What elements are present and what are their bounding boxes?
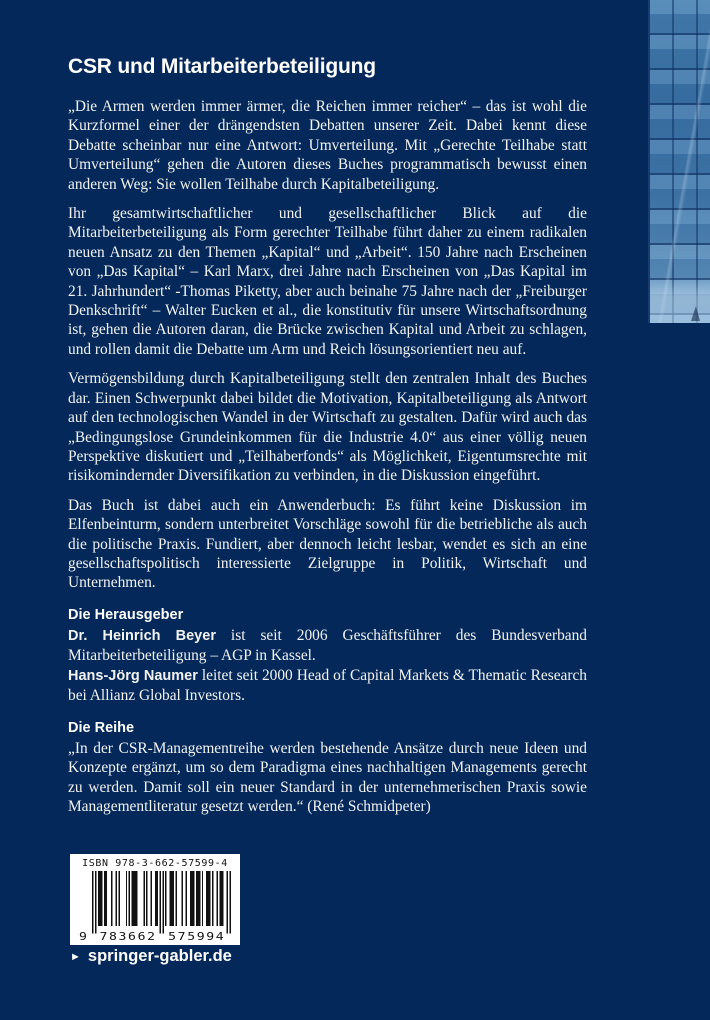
editor-description: leitet seit 2000 Head of Capital Markets & Thematic Research bei Allianz Global Investors. — [68, 666, 588, 705]
blurb-paragraph-4: Das Buch ist dabei auch ein Anwenderbuch: Es führt keine Diskussion im Elfenbeinturm, sondern unterbreitet Vorschläge sowohl für die betriebliche als auch die politische Praxis. Fundiert, aber dennoch leicht lesbar, wendet es sich an eine gesellschaftspolitisch interessierte Zielgruppe in Politik, Wirtschaft und Unternehmen. — [68, 496, 587, 592]
back-cover-text-block — [68, 54, 587, 816]
editor-entry-beyer — [68, 626, 587, 666]
ean13-barcode — [79, 871, 231, 943]
isbn-label: ISBN 978-3-662-57599-4 — [82, 858, 228, 869]
blurb-paragraph-2: Ihr gesamtwirtschaftlicher und gesellschaftlicher Blick auf die Mitarbeiterbeteiligung als Form gerechter Teilhabe führt daher zu einem radikalen neuen Ansatz zu den Themen „Kapital“ und „Arbeit“. 150 Jahre nach Erscheinen von „Das Kapital“ – Karl Marx, drei Jahre nach Erscheinen von „Das Kapital im 21. Jahrhundert“ -Thomas Piketty, aber auch beinahe 75 Jahre nach der „Freiburger Denkschrift“ – Walter Eucken et al., die konstitutiv für unsere Wirtschaftsordnung ist, gehen die Autoren daran, die Brücke zwischen Kapital und Arbeit zu schlagen, und rollen damit die Debatte um Arm und Reich lösungsorientiert neu auf. — [68, 205, 587, 358]
editor-name: Hans-Jörg Naumer — [68, 667, 198, 684]
svg-text:9: 9 — [79, 930, 87, 943]
editor-entry-naumer — [68, 666, 587, 706]
svg-text:575994: 575994 — [168, 930, 224, 943]
heading-reihe: Die Reihe — [68, 719, 135, 736]
blurb-paragraph-3: Vermögensbildung durch Kapitalbeteiligung stellt den zentralen Inhalt des Buches dar. Einen Schwerpunkt dabei bildet die Motivation, Kapitalbeteiligung als Antwort auf den technologischen Wandel in der Wirtschaft zu gestalten. Dafür wird auch das „Bedingungslose Grundeinkommen für die Industrie 4.0“ aus einer völlig neuen Perspektive diskutiert und „Teilhaberfonds“ als Möglichkeit, Eigentumsrechte mit risikomindernder Diversifikation zu verbinden, in die Diskussion eingeführt. — [68, 370, 587, 485]
building-facade-image — [648, 0, 710, 323]
blurb-paragraph-1: „Die Armen werden immer ärmer, die Reichen immer reicher“ – das ist wohl die Kurzformel einer der drängendsten Debatten unserer Zeit. Dabei kennt diese Debatte scheinbar nur eine Antwort: Umverteilung. Mit „Gerechte Teilhabe statt Umverteilung“ gehen die Autoren dieses Buches programmatisch bewusst einen anderen Weg: Sie wollen Teilhabe durch Kapitalbeteiligung. — [68, 98, 587, 193]
arrow-right-icon: ► — [70, 951, 81, 963]
isbn-barcode-box — [70, 854, 240, 945]
editor-name: Dr. Heinrich Beyer — [68, 627, 216, 644]
svg-text:783662: 783662 — [99, 930, 155, 943]
book-title: CSR und Mitarbeiterbeteiligung — [68, 55, 376, 78]
editor-description: ist seit 2006 Geschäftsführer des Bundesverband Mitarbeiterbeteiligung – AGP in Kassel. — [68, 626, 587, 665]
series-quote: „In der CSR-Managementreihe werden bestehende Ansätze durch neue Ideen und Konzepte ergänzt, um so dem Paradigma eines nachhaltigen Managements gerecht zu werden. Damit soll ein neuer Standard in der unternehmerischen Praxis sowie Managementliteratur gesetzt werden.“ (René Schmidpeter) — [68, 739, 587, 815]
publisher-url — [70, 947, 232, 966]
heading-herausgeber: Die Herausgeber — [68, 606, 184, 623]
publisher-url-label: springer-gabler.de — [87, 947, 232, 965]
